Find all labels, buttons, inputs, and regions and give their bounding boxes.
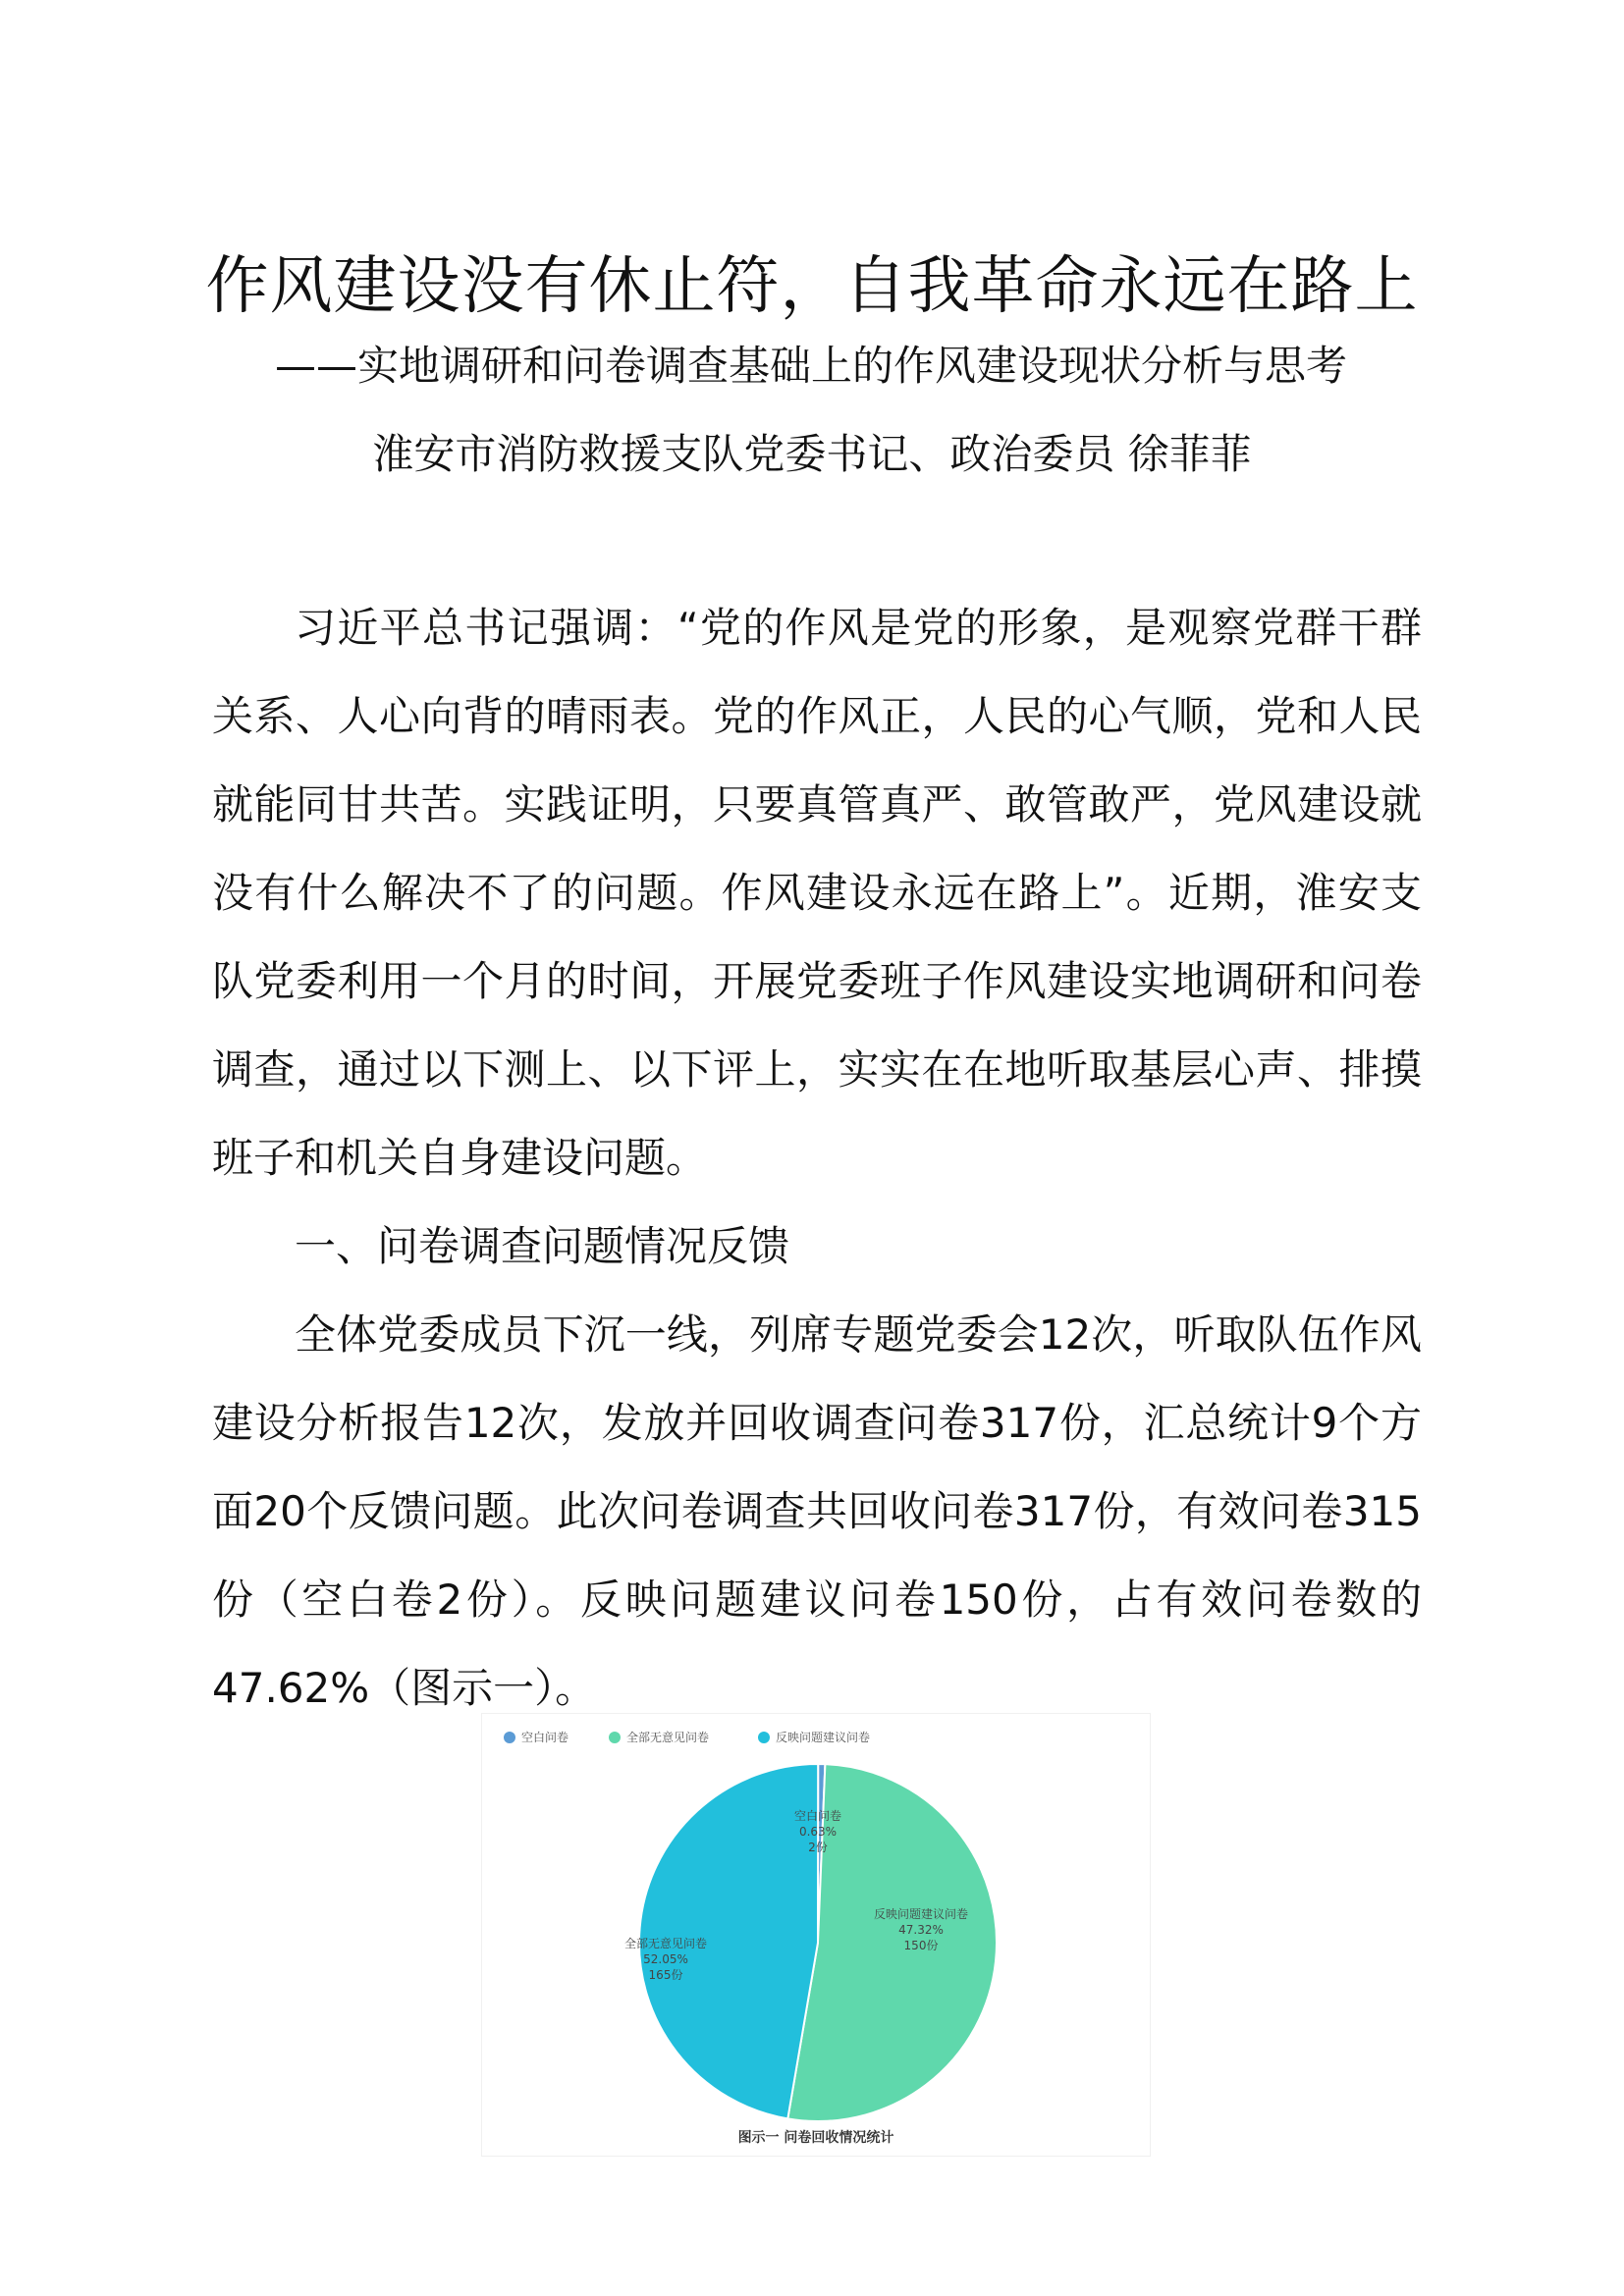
document-subtitle: ——实地调研和问卷调查基础上的作风建设现状分析与思考 xyxy=(275,342,1348,390)
document-author: 淮安市消防救援支队党委书记、政治委员 徐菲菲 xyxy=(372,430,1252,478)
slice-label-count-2: 150份 xyxy=(903,1939,939,1952)
slice-label-name-2: 反映问题建议问卷 xyxy=(873,1907,969,1921)
pie-chart xyxy=(482,1714,1150,2156)
slice-label-percent-0: 0.63% xyxy=(798,1825,838,1839)
legend-marker-0[interactable] xyxy=(504,1732,515,1743)
slice-label-name-0: 空白问卷 xyxy=(793,1809,842,1823)
legend-marker-1[interactable] xyxy=(609,1732,621,1743)
slice-label-count-1: 165份 xyxy=(648,1968,683,1982)
section-heading: 一、问卷调查问题情况反馈 xyxy=(295,1222,790,1270)
paragraph-intro: 习近平总书记强调：“党的作风是党的形象，是观察党群干群关系、人心向背的晴雨表。党的作风正，人民的心气顺，党和人民就能同甘共苦。实践证明，只要真管真严、敢管敢严，党风建设就没有什么解决不了的问题。作风建设永远在路上”。近期，淮安支队党委利用一个月的时间，开展党委班子作风建设实地调研和问卷调查，通过以下测上、以下评上，实实在在地听取基层心声、排摸班子和机关自身建设问题。 xyxy=(212,604,1422,1182)
slice-label-count-0: 2份 xyxy=(808,1841,828,1854)
pie-chart-figure xyxy=(481,1713,1151,2157)
slice-label-percent-2: 47.32% xyxy=(898,1923,944,1937)
document-title: 作风建设没有休止符，自我革命永远在路上 xyxy=(205,250,1419,323)
chart-caption: 图示一 问卷回收情况统计 xyxy=(737,2130,894,2146)
slice-label-name-1: 全部无意见问卷 xyxy=(623,1937,708,1950)
slice-label-percent-1: 52.05% xyxy=(643,1952,688,1966)
document-body xyxy=(212,584,1422,1733)
legend-label-0[interactable]: 空白问卷 xyxy=(521,1731,569,1744)
legend-label-1[interactable]: 全部无意见问卷 xyxy=(626,1731,710,1744)
paragraph-survey: 全体党委成员下沉一线，列席专题党委会12次，听取队伍作风建设分析报告12次，发放并回收调查问卷317份，汇总统计9个方面20个反馈问题。此次问卷调查共回收问卷317份，有效问卷315份（空白卷2份）。反映问题建议问卷150份，占有效问卷数的47.62%（图示一）。 xyxy=(212,1310,1422,1712)
legend-marker-2[interactable] xyxy=(758,1732,770,1743)
legend-label-2[interactable]: 反映问题建议问卷 xyxy=(776,1731,871,1744)
